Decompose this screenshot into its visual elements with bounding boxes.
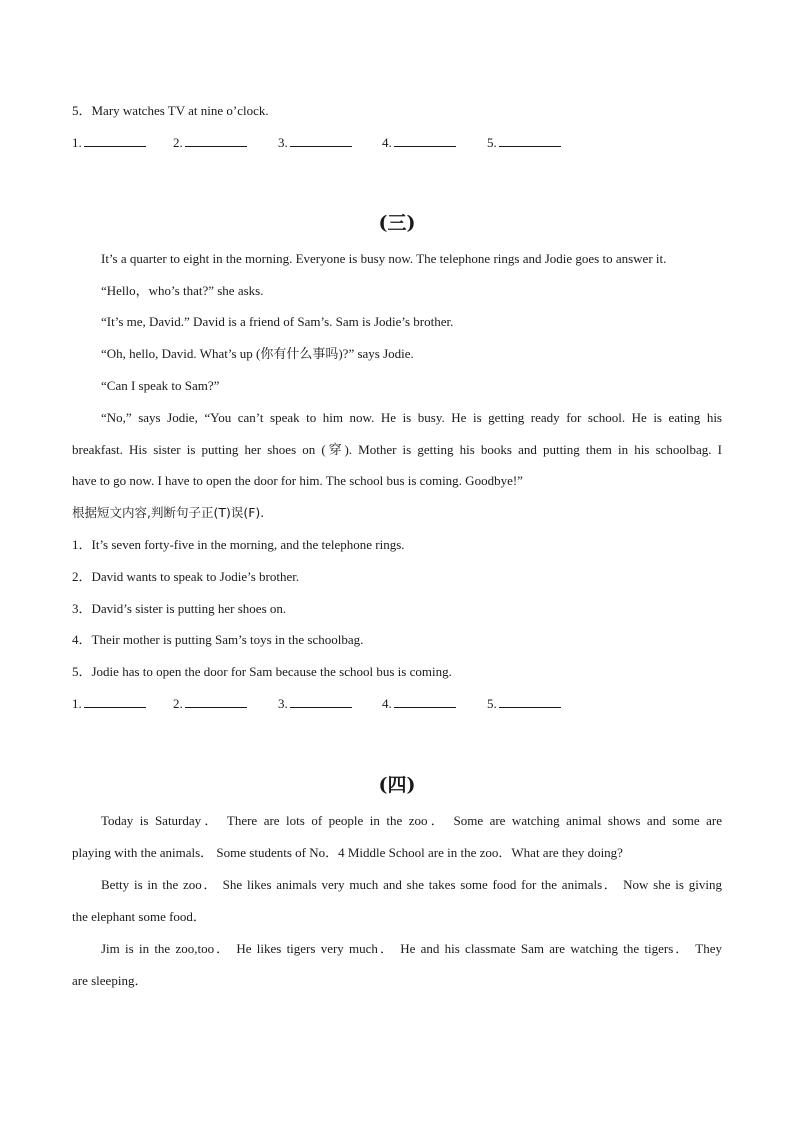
answer-row bbox=[72, 696, 722, 712]
question-1: 1．It’s seven forty-five in the morning, and the telephone rings. bbox=[72, 537, 405, 552]
answer-blank-2[interactable]: 2. bbox=[173, 696, 247, 712]
blank-line[interactable] bbox=[499, 696, 561, 708]
section-title-3: (三) bbox=[378, 212, 416, 234]
blank-line[interactable] bbox=[290, 135, 352, 147]
passage-line: are sleeping． bbox=[72, 973, 148, 988]
answer-blank-4[interactable]: 4. bbox=[382, 696, 456, 712]
blank-line[interactable] bbox=[84, 696, 146, 708]
blank-line[interactable] bbox=[185, 696, 247, 708]
answer-blank-3[interactable]: 3. bbox=[278, 135, 352, 151]
blank-line[interactable] bbox=[394, 135, 456, 147]
instruction-text: 根据短文内容,判断句子正(T)误(F). bbox=[72, 505, 265, 520]
passage-line: “Oh, hello, David. What’s up (你有什么事吗)?” says Jodie. bbox=[101, 346, 414, 361]
passage-line: “Hello，who’s that?” she asks. bbox=[101, 283, 264, 298]
passage-line: Today is Saturday． There are lots of people in the zoo． Some are watching animal shows and some are bbox=[101, 813, 722, 828]
blank-line[interactable] bbox=[84, 135, 146, 147]
passage-line: the elephant some food． bbox=[72, 909, 206, 924]
blank-line[interactable] bbox=[185, 135, 247, 147]
passage-line: It’s a quarter to eight in the morning. Everyone is busy now. The telephone rings and Jodie goes to answer it. bbox=[101, 251, 667, 266]
answer-blank-3[interactable]: 3. bbox=[278, 696, 352, 712]
blank-line[interactable] bbox=[394, 696, 456, 708]
question-5: 5．Jodie has to open the door for Sam because the school bus is coming. bbox=[72, 664, 452, 679]
answer-blank-2[interactable]: 2. bbox=[173, 135, 247, 151]
answer-blank-5[interactable]: 5. bbox=[487, 135, 561, 151]
question-3: 3．David’s sister is putting her shoes on. bbox=[72, 601, 287, 616]
answer-row bbox=[72, 135, 722, 151]
answer-blank-1[interactable]: 1. bbox=[72, 135, 146, 151]
passage-line: breakfast. His sister is putting her shoes on (穿). Mother is getting his books and putting them in his schoolbag. I bbox=[72, 442, 722, 457]
passage-line: playing with the animals． Some students of No．4 Middle School are in the zoo．What are they doing? bbox=[72, 845, 623, 860]
passage-line: “No,” says Jodie, “You can’t speak to him now. He is busy. He is getting ready for school. He is eating his bbox=[101, 410, 722, 425]
passage-line: Betty is in the zoo． She likes animals very much and she takes some food for the animals． Now she is giving bbox=[101, 877, 722, 892]
passage-line: “It’s me, David.” David is a friend of Sam’s. Sam is Jodie’s brother. bbox=[101, 314, 454, 329]
passage-line: “Can I speak to Sam?” bbox=[101, 378, 220, 393]
question-5: 5．Mary watches TV at nine o’clock. bbox=[72, 103, 269, 118]
passage-line: have to go now. I have to open the door for him. The school bus is coming. Goodbye!” bbox=[72, 473, 523, 488]
passage-line: Jim is in the zoo,too． He likes tigers very much． He and his classmate Sam are watching the tigers． They bbox=[101, 941, 722, 956]
blank-line[interactable] bbox=[290, 696, 352, 708]
blank-line[interactable] bbox=[499, 135, 561, 147]
question-2: 2．David wants to speak to Jodie’s brother. bbox=[72, 569, 300, 584]
section-title-4: (四) bbox=[378, 774, 416, 796]
answer-blank-1[interactable]: 1. bbox=[72, 696, 146, 712]
question-4: 4．Their mother is putting Sam’s toys in the schoolbag. bbox=[72, 632, 364, 647]
answer-blank-5[interactable]: 5. bbox=[487, 696, 561, 712]
answer-blank-4[interactable]: 4. bbox=[382, 135, 456, 151]
